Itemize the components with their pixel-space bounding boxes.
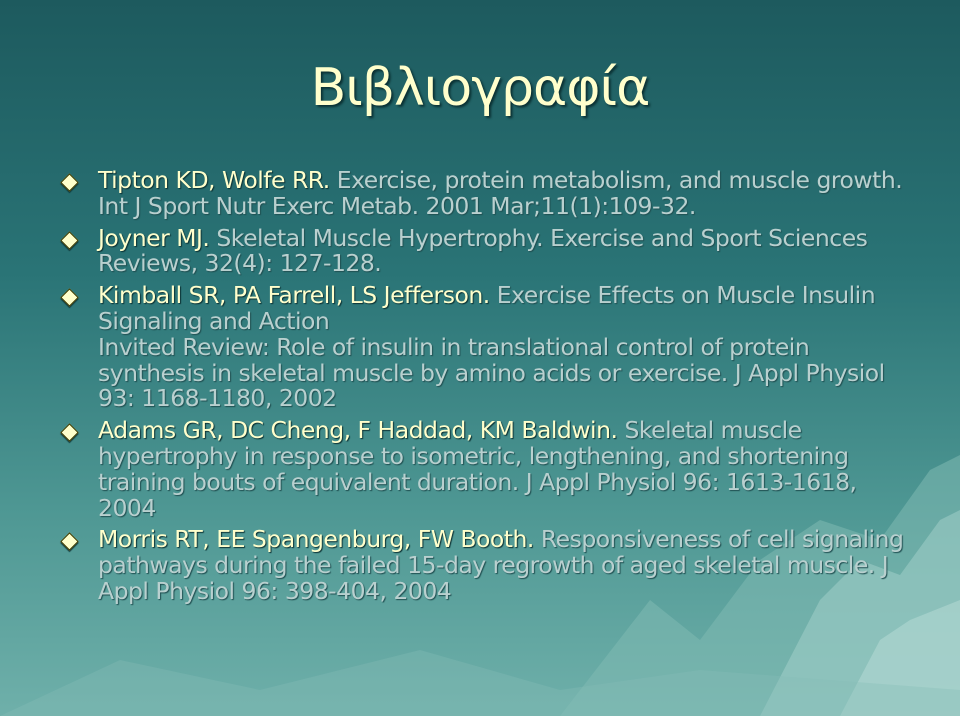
reference-authors: Morris RT, EE Spangenburg, FW Booth. bbox=[98, 525, 534, 554]
diamond-bullet-icon bbox=[60, 423, 78, 441]
diamond-bullet-icon bbox=[60, 173, 78, 191]
reference-item bbox=[58, 283, 918, 412]
reference-citation: Skeletal Muscle Hypertrophy. Exercise and Sport Sciences Reviews, 32(4): 127-128. bbox=[98, 223, 868, 278]
reference-text bbox=[98, 168, 918, 220]
reference-text bbox=[98, 527, 918, 604]
reference-citation: Exercise, protein metabolism, and muscle growth. Int J Sport Nutr Exerc Metab. 2001 Mar;11(1):109-32. bbox=[98, 166, 903, 220]
reference-citation: Responsiveness of cell signaling pathways during the failed 15-day regrowth of aged skeletal muscle. J Appl Physiol 96: 398-404, 2004 bbox=[98, 525, 904, 605]
reference-citation: Skeletal muscle hypertrophy in response to isometric, lengthening, and shortening training bouts of equivalent duration. J Appl Physiol 96: 1613-1618, 2004 bbox=[98, 416, 857, 522]
reference-list bbox=[58, 168, 918, 611]
slide-title: Βιβλιογραφία bbox=[310, 58, 650, 118]
reference-authors: Joyner MJ. bbox=[98, 223, 210, 252]
reference-authors: Adams GR, DC Cheng, F Haddad, KM Baldwin. bbox=[98, 416, 618, 445]
reference-authors: Kimball SR, PA Farrell, LS Jefferson. bbox=[98, 281, 490, 310]
diamond-bullet-icon bbox=[60, 533, 78, 551]
reference-text bbox=[98, 283, 918, 412]
diamond-bullet-icon bbox=[60, 288, 78, 306]
reference-note: Invited Review: Role of insulin in translational control of protein synthesis in skeletal muscle by amino acids or exercise. J Appl Physiol 93: 1168-1180, 2002 bbox=[98, 332, 885, 413]
reference-item bbox=[58, 168, 918, 220]
reference-citation: Exercise Effects on Muscle Insulin Signaling and Action bbox=[98, 281, 876, 335]
reference-item bbox=[58, 418, 918, 521]
reference-authors: Tipton KD, Wolfe RR. bbox=[98, 166, 330, 194]
reference-item bbox=[58, 223, 918, 278]
reference-item bbox=[58, 527, 918, 604]
reference-text bbox=[98, 223, 918, 278]
diamond-bullet-icon bbox=[60, 231, 78, 249]
reference-text bbox=[98, 418, 918, 521]
